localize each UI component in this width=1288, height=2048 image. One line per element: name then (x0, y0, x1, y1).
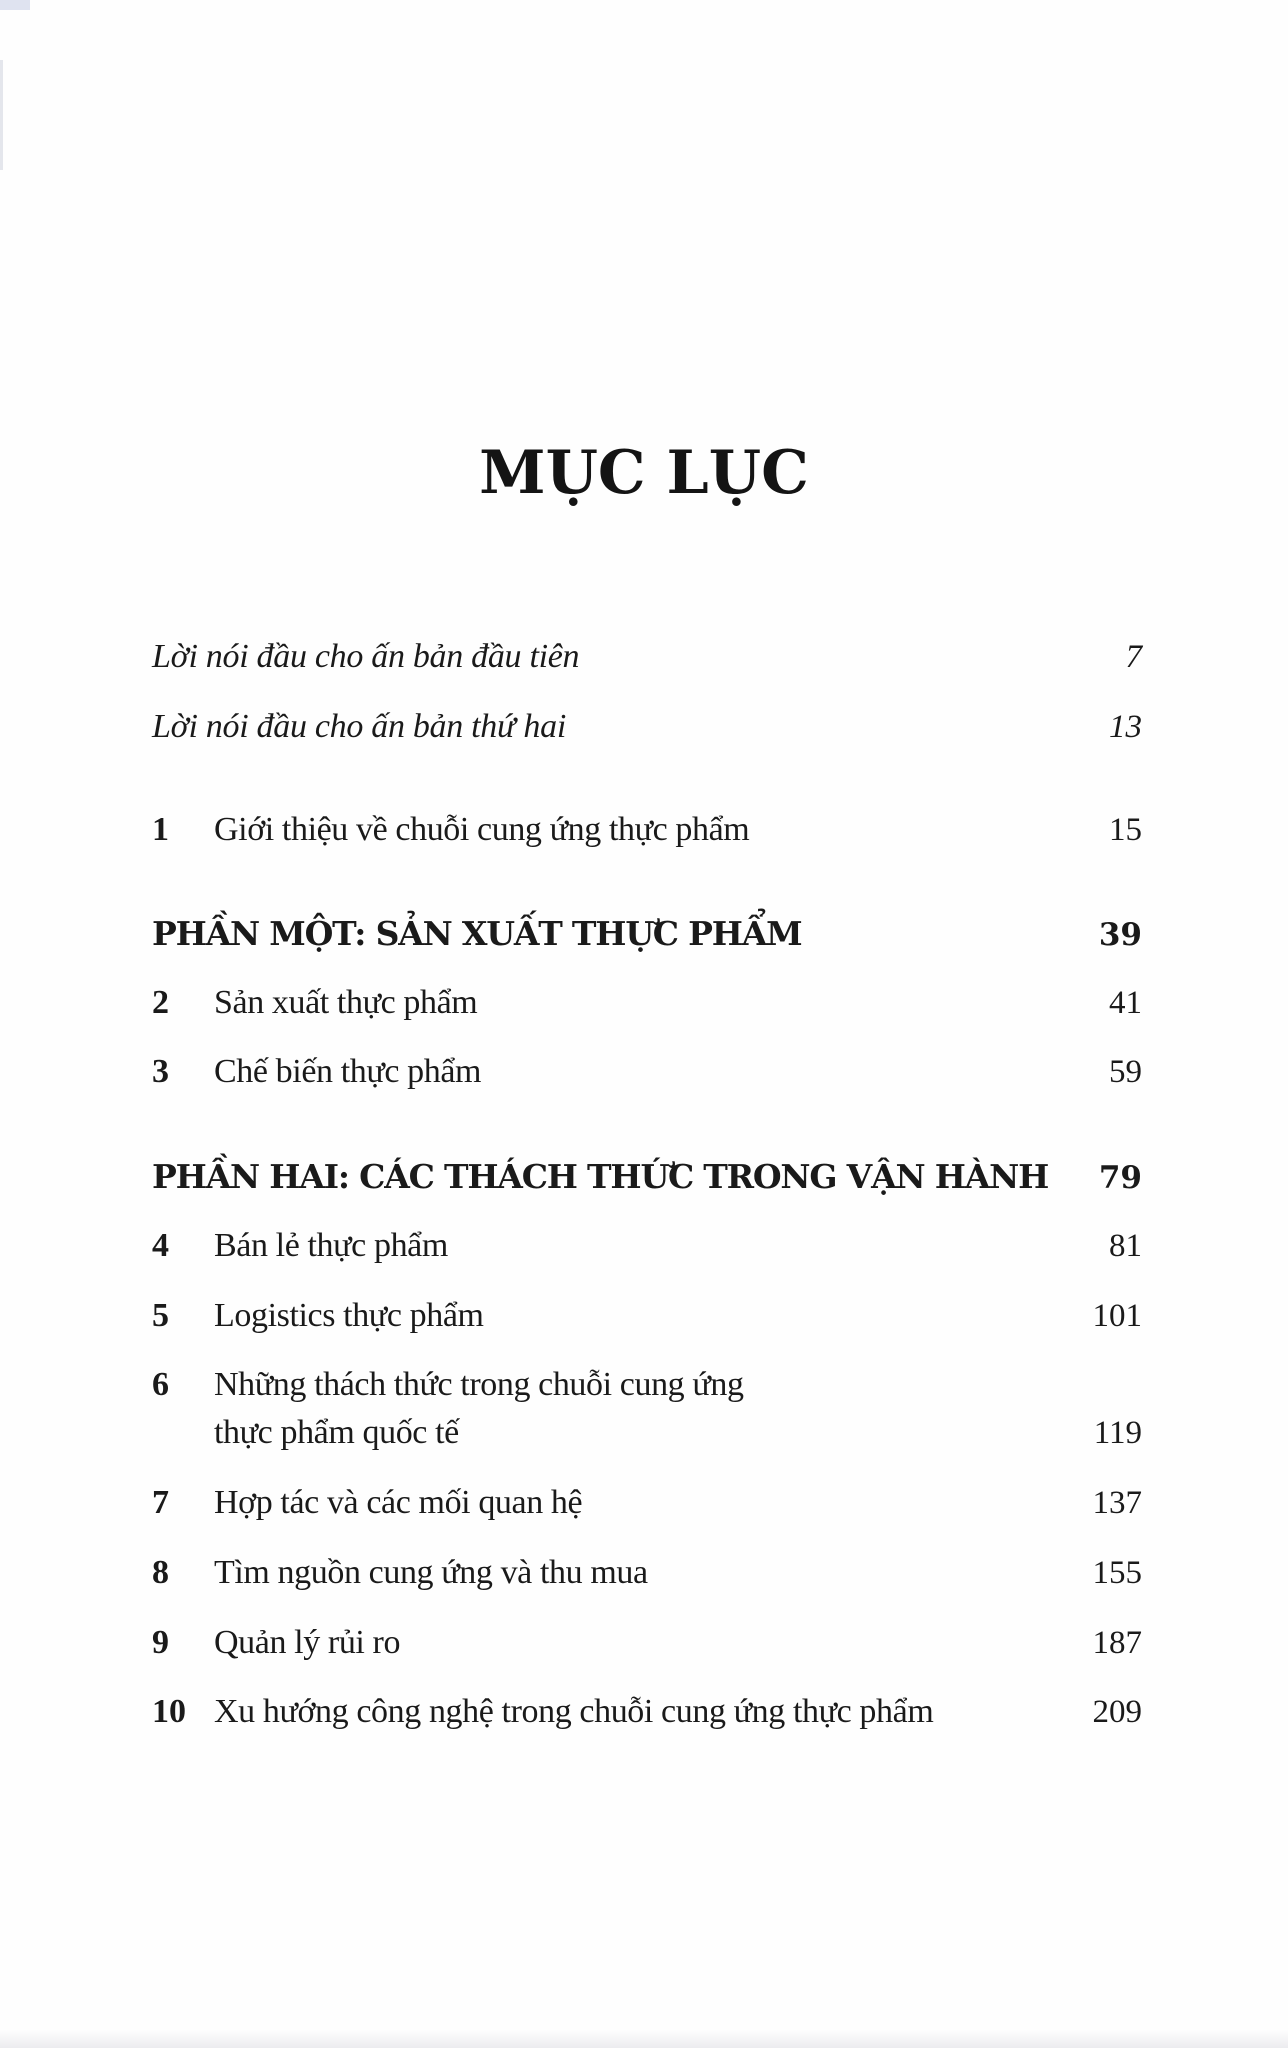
chapter-title: Quản lý rủi ro (214, 1624, 401, 1661)
chapter-title: Chế biến thực phẩm (214, 1053, 482, 1090)
toc-part-heading-2[interactable] (152, 1157, 1142, 1196)
toc-page-number: 137 (1092, 1485, 1142, 1521)
chapter-title-line-2: thực phẩm quốc tế (214, 1414, 459, 1451)
toc-part-heading-1[interactable] (152, 914, 1142, 953)
chapter-title: Xu hướng công nghệ trong chuỗi cung ứng thực phẩm (214, 1693, 934, 1730)
toc-page-number: 79 (1098, 1160, 1142, 1196)
part-title: PHẦN HAI: CÁC THÁCH THỨC TRONG VẬN HÀNH (152, 1157, 1049, 1196)
chapter-title: Logistics thực phẩm (214, 1297, 484, 1334)
toc-entry-preface-first[interactable] (152, 638, 1142, 676)
chapter-number: 4 (152, 1227, 169, 1264)
chapter-title: Tìm nguồn cung ứng và thu mua (214, 1554, 648, 1591)
toc-page-number: 119 (1093, 1415, 1142, 1451)
chapter-number: 7 (152, 1484, 169, 1521)
chapter-number: 8 (152, 1554, 169, 1591)
toc-entry-chapter-4[interactable] (152, 1227, 1142, 1265)
toc-entry-chapter-2[interactable] (152, 984, 1142, 1022)
toc-entry-chapter-6[interactable] (152, 1366, 1142, 1452)
toc-entry-chapter-5[interactable] (152, 1297, 1142, 1335)
table-of-contents (152, 0, 1142, 2048)
chapter-number: 5 (152, 1297, 169, 1334)
toc-page-number: 13 (1109, 709, 1142, 745)
chapter-number: 3 (152, 1053, 169, 1090)
chapter-title: Hợp tác và các mối quan hệ (214, 1484, 583, 1521)
toc-page-number: 15 (1109, 812, 1142, 848)
toc-entry-chapter-10[interactable] (152, 1693, 1142, 1731)
toc-entry-chapter-3[interactable] (152, 1053, 1142, 1091)
toc-entry-chapter-8[interactable] (152, 1554, 1142, 1592)
chapter-number: 9 (152, 1624, 169, 1661)
toc-page-number: 155 (1092, 1555, 1142, 1591)
toc-entry-chapter-7[interactable] (152, 1484, 1142, 1522)
chapter-number: 10 (152, 1693, 186, 1730)
page-title: MỤC LỤC (479, 438, 809, 508)
chapter-title: Giới thiệu về chuỗi cung ứng thực phẩm (214, 811, 750, 848)
chapter-number: 6 (152, 1366, 169, 1403)
chapter-title: Sản xuất thực phẩm (214, 984, 478, 1021)
toc-page-number: 39 (1098, 917, 1142, 953)
toc-entry-label: Lời nói đầu cho ấn bản thứ hai (152, 708, 566, 745)
toc-page-number: 101 (1092, 1298, 1142, 1334)
scan-artifact (0, 60, 3, 170)
chapter-number: 1 (152, 811, 169, 848)
toc-entry-chapter-1[interactable] (152, 811, 1142, 849)
scan-artifact (0, 0, 30, 10)
chapter-number: 2 (152, 984, 169, 1021)
chapter-title: Bán lẻ thực phẩm (214, 1227, 448, 1264)
toc-entry-label: Lời nói đầu cho ấn bản đầu tiên (152, 638, 580, 675)
toc-page-number: 41 (1109, 985, 1142, 1021)
toc-page-number: 209 (1092, 1694, 1142, 1730)
part-title: PHẦN MỘT: SẢN XUẤT THỰC PHẨM (152, 914, 802, 953)
toc-page-number: 81 (1109, 1228, 1142, 1264)
toc-page-number: 187 (1092, 1625, 1142, 1661)
toc-entry-chapter-9[interactable] (152, 1624, 1142, 1662)
chapter-title-line-1: Những thách thức trong chuỗi cung ứng (214, 1366, 744, 1403)
toc-entry-preface-second[interactable] (152, 708, 1142, 746)
toc-page-number: 7 (1125, 639, 1142, 675)
toc-page-number: 59 (1109, 1054, 1142, 1090)
